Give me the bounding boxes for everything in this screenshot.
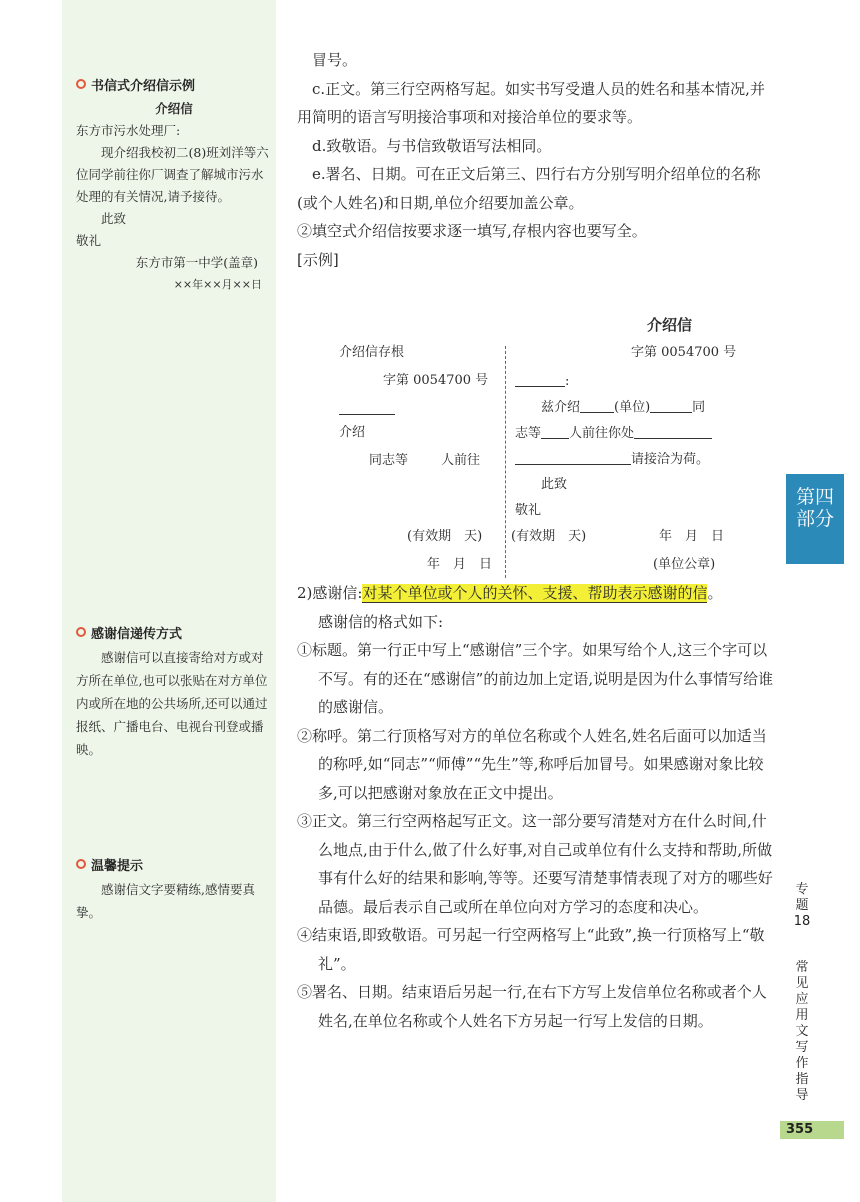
paragraph-d: d.致敬语。与书信致敬语写法相同。 <box>312 136 552 155</box>
main-text-upper <box>297 46 775 274</box>
paragraph-top: 冒号。 <box>312 51 358 69</box>
section-tab-line1: 第四 <box>795 486 834 508</box>
letter-example-date: ××年××月××日 <box>173 278 262 291</box>
form-divider <box>505 346 506 578</box>
letter-example-title: 书信式介绍信示例 <box>76 76 272 98</box>
letter-example-box <box>76 76 272 296</box>
item-body: ③正文。第三行空两格起写正文。这一部分要写清楚对方在什么时间,什么地点,由于什么,做了什么好事,对自己或单位有什么支持和帮助,所做事有什么好的结果和影响,等等。还要写清楚事情表现了对方的哪些好品德。最后表示自己或所在单位向对方学习的态度和决心。 <box>297 812 773 916</box>
item-salutation: ②称呼。第二行顶格写对方的单位名称或个人姓名,姓名后面可以加适当的称呼,如“同志”“师傅”“先生”等,称呼后加冒号。如果感谢对象比较多,可以把感谢对象放在正文中提出。 <box>297 726 767 802</box>
form-closing1: 此致 <box>541 477 568 492</box>
bullet-icon <box>76 79 86 89</box>
page-number: 355 <box>786 1122 814 1137</box>
topic-label: 专题18 <box>793 882 811 929</box>
letter-example-signature: 东方市第一中学(盖章) <box>135 255 258 270</box>
form-line-c: 请接洽为荷。 <box>515 450 709 469</box>
stub-title: 介绍信存根 <box>339 345 405 360</box>
letter-example-closing1: 此致 <box>101 211 127 226</box>
stub-name-blank <box>339 400 395 419</box>
form-closing2: 敬礼 <box>515 503 542 518</box>
bullet-icon <box>76 859 86 869</box>
thanks-format: 感谢信的格式如下: <box>318 612 444 631</box>
section-tab-line2: 部分 <box>795 508 834 530</box>
form-line-b: 志等 人前往你处 <box>515 424 712 443</box>
stub-comrade: 同志等 <box>369 453 409 468</box>
item-signature: ⑤署名、日期。结束语后另起一行,在右下方写上发信单位名称或者个人姓名,在单位名称或个人姓名下方另起一行写上发信的日期。 <box>297 983 767 1030</box>
main-text-lower <box>297 579 775 1035</box>
item-title: ①标题。第一行正中写上“感谢信”三个字。如果写给个人,这三个字可以不写。有的还在“感谢信”的前边加上定语,说明是因为什么事情写给谁的感谢信。 <box>297 641 774 716</box>
stub-date: 年 月 日 <box>427 557 493 572</box>
delivery-title: 感谢信递传方式 <box>76 624 272 646</box>
form-title: 介绍信 <box>647 316 693 334</box>
delivery-body: 感谢信可以直接寄给对方或对方所在单位,也可以张贴在对方单位内或所在地的公共场所,还可以通过报纸、广播电台、电视台刊登或播映。 <box>76 650 268 757</box>
stub-number: 字第 0054700 号 <box>383 373 489 388</box>
form-date: 年 月 日 <box>659 529 725 544</box>
letter-example-body: 现介绍我校初二(8)班刘洋等六位同学前往你厂调查了解城市污水处理的有关情况,请予接待。 <box>76 145 269 204</box>
tip-box <box>76 856 272 924</box>
example-label: [示例] <box>297 250 339 269</box>
paragraph-fill-in: ②填空式介绍信按要求逐一填写,存根内容也要写全。 <box>297 222 647 240</box>
form-number: 字第 0054700 号 <box>631 345 737 360</box>
stub-validity: (有效期 天) <box>407 529 483 544</box>
letter-example-heading: 介绍信 <box>155 101 193 116</box>
stub-intro: 介绍 <box>339 425 366 440</box>
letter-example-closing2: 敬礼 <box>76 233 102 248</box>
example-form <box>297 310 775 580</box>
form-seal: (单位公章) <box>653 557 716 572</box>
form-line-a: 兹介绍 (单位) 同 <box>541 400 706 415</box>
bullet-icon <box>76 627 86 637</box>
form-recipient-line: : <box>515 372 569 391</box>
tip-body: 感谢信文字要精练,感情要真挚。 <box>76 882 255 920</box>
form-validity: (有效期 天) <box>511 529 587 544</box>
tip-title: 温馨提示 <box>76 856 272 878</box>
paragraph-c: c.正文。第三行空两格写起。如实书写受遣人员的姓名和基本情况,并用简明的语言写明接洽事项和对接洽单位的要求等。 <box>297 79 765 126</box>
section-tab <box>786 474 844 564</box>
thanks-intro: 2)感谢信:对某个单位或个人的关怀、支援、帮助表示感谢的信。 <box>297 584 723 602</box>
stub-people: 人前往 <box>441 453 481 468</box>
highlighted-definition: 对某个单位或个人的关怀、支援、帮助表示感谢的信 <box>362 584 708 602</box>
delivery-box <box>76 624 272 761</box>
paragraph-e: e.署名、日期。可在正文后第三、四行右方分别写明介绍单位的名称(或个人姓名)和日期,单位介绍要加盖公章。 <box>297 165 761 212</box>
letter-example-salutation: 东方市污水处理厂: <box>76 123 181 138</box>
item-closing: ④结束语,即致敬语。可另起一行空两格写上“此致”,换一行顶格写上“敬礼”。 <box>297 926 765 973</box>
topic-title: 常见应用文写作指导 <box>795 960 809 1103</box>
